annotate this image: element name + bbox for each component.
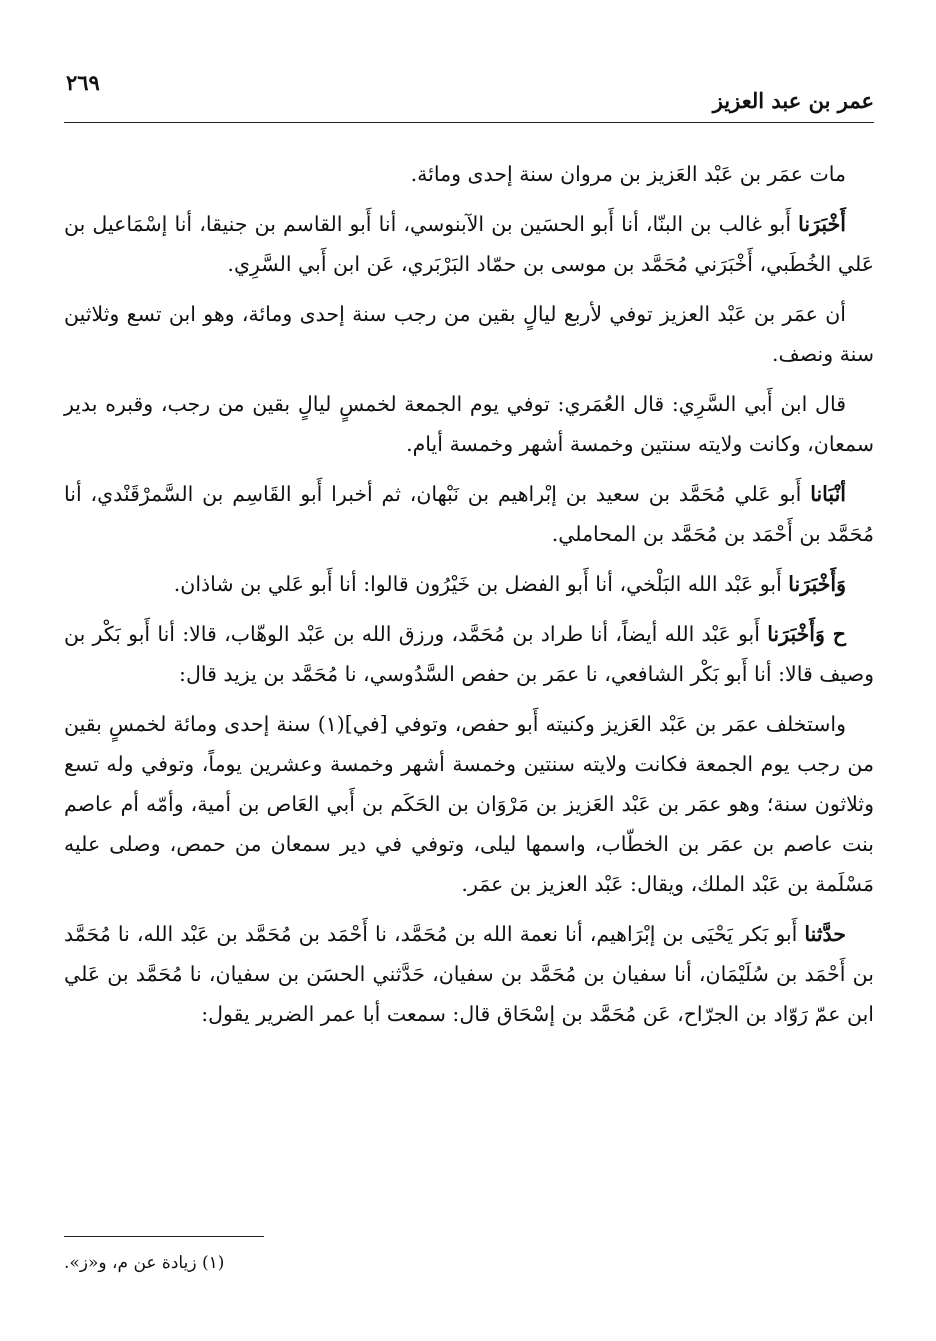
paragraph [64, 914, 874, 1034]
page [64, 58, 874, 1318]
paragraph [64, 474, 874, 554]
paragraph [64, 384, 874, 464]
paragraph-text: أَبو عَبْد الله البَلْخي، أنا أَبو الفضل بن خَيْرُون قالوا: أنا أَبو عَلي بن شاذان. [173, 572, 789, 596]
paragraph-text: أن عمَر بن عَبْد العزيز توفي لأربع ليالٍ بقين من رجب سنة إحدى ومائة، وهو ابن تسع وثلاثين سنة ونصف. [64, 302, 874, 366]
paragraph [64, 154, 874, 194]
footnote-divider [64, 1236, 264, 1237]
paragraph [64, 204, 874, 284]
paragraph-text: أَبو عَلي مُحَمَّد بن سعيد بن إبْراهيم بن نَبْهان، ثم أخبرا أَبو القَاسِم بن السَّمرْقَنْدي، أنا مُحَمَّد بن أَحْمَد بن مُحَمَّد بن المحاملي. [64, 482, 874, 546]
paragraph-text: مات عمَر بن عَبْد العَزيز بن مروان سنة إحدى ومائة. [410, 162, 846, 186]
paragraph [64, 564, 874, 604]
paragraph-text: أَبو عَبْد الله أيضاً، أنا طراد بن مُحَمَّد، ورزق الله بن عَبْد الوهّاب، قالا: أنا أَبو بَكْر بن وصيف قالا: أنا أَبو بَكْر الشافعي، نا عمَر بن حفص السَّدُوسي، نا مُحَمَّد بن يزيد قال: [64, 622, 874, 686]
header-title: عمر بن عبد العزيز [712, 88, 874, 113]
footnote-text: زيادة عن م، و«ز». [64, 1253, 197, 1273]
paragraph [64, 294, 874, 374]
paragraph-text: واستخلف عمَر بن عَبْد العَزيز وكنيته أَبو حفص، وتوفي [في](١) سنة إحدى ومائة لخمسٍ بقين من رجب يوم الجمعة فكانت ولايته سنتين وخمسة أشهر وخمسة وعشرين يوماً، وتوفي وله تسع وثلاثون سنة؛ وهو عمَر بن عَبْد العَزيز بن مَرْوَان بن الحَكَم بن أَبي العَاص بن أمية، وأمّه أم عاصم بنت عاصم بن عمَر بن الخطّاب، واسمها ليلى، وتوفي في دير سمعان من حمص، وصلى عليه مَسْلَمة بن عَبْد الملك، ويقال: عَبْد العزيز بن عمَر. [64, 712, 874, 896]
paragraph-text: قال ابن أَبي السَّرِي: قال العُمَري: توفي يوم الجمعة لخمسٍ ليالٍ بقين من رجب، وقبره بدير سمعان، وكانت ولايته سنتين وخمسة أشهر وخمسة أيام. [64, 392, 874, 456]
body-text [64, 154, 874, 1044]
page-number: ٢٦٩ [66, 70, 100, 95]
running-header [64, 58, 874, 120]
isnad-keyword: وَأَخْبَرَنا [788, 572, 846, 596]
isnad-keyword: أنْبَانا [810, 482, 846, 506]
isnad-keyword: أَخْبَرَنا [798, 212, 846, 236]
footnote [64, 1248, 874, 1278]
paragraph [64, 704, 874, 904]
isnad-keyword: ح وَأَخْبَرَنا [767, 622, 846, 646]
header-divider [64, 122, 874, 123]
footnote-marker: (١) [201, 1253, 225, 1273]
paragraph [64, 614, 874, 694]
isnad-keyword: حدَّثنا [804, 922, 846, 946]
paragraph-text: أَبو بَكر يَحْيَى بن إبْرَاهيم، أنا نعمة الله بن مُحَمَّد، نا أَحْمَد بن مُحَمَّد بن عَبْد الله، نا مُحَمَّد بن أَحْمَد بن سُلَيْمَان، أنا سفيان بن مُحَمَّد بن سفيان، حَدَّثني الحسَن بن سفيان، نا مُحَمَّد بن عَلي ابن عمّ رَوّاد بن الجرّاح، عَن مُحَمَّد بن إسْحَاق قال: سمعت أبا عمر الضرير يقول: [64, 922, 874, 1026]
paragraph-text: أَبو غالب بن البنّا، أنا أَبو الحسَين بن الآبنوسي، أنا أَبو القاسم بن جنيقا، أنا إسْمَاعيل بن عَلي الخُطَبي، أَخْبَرَني مُحَمَّد بن موسى بن حمّاد البَرْبَري، عَن ابن أَبي السَّرِي. [64, 212, 874, 276]
